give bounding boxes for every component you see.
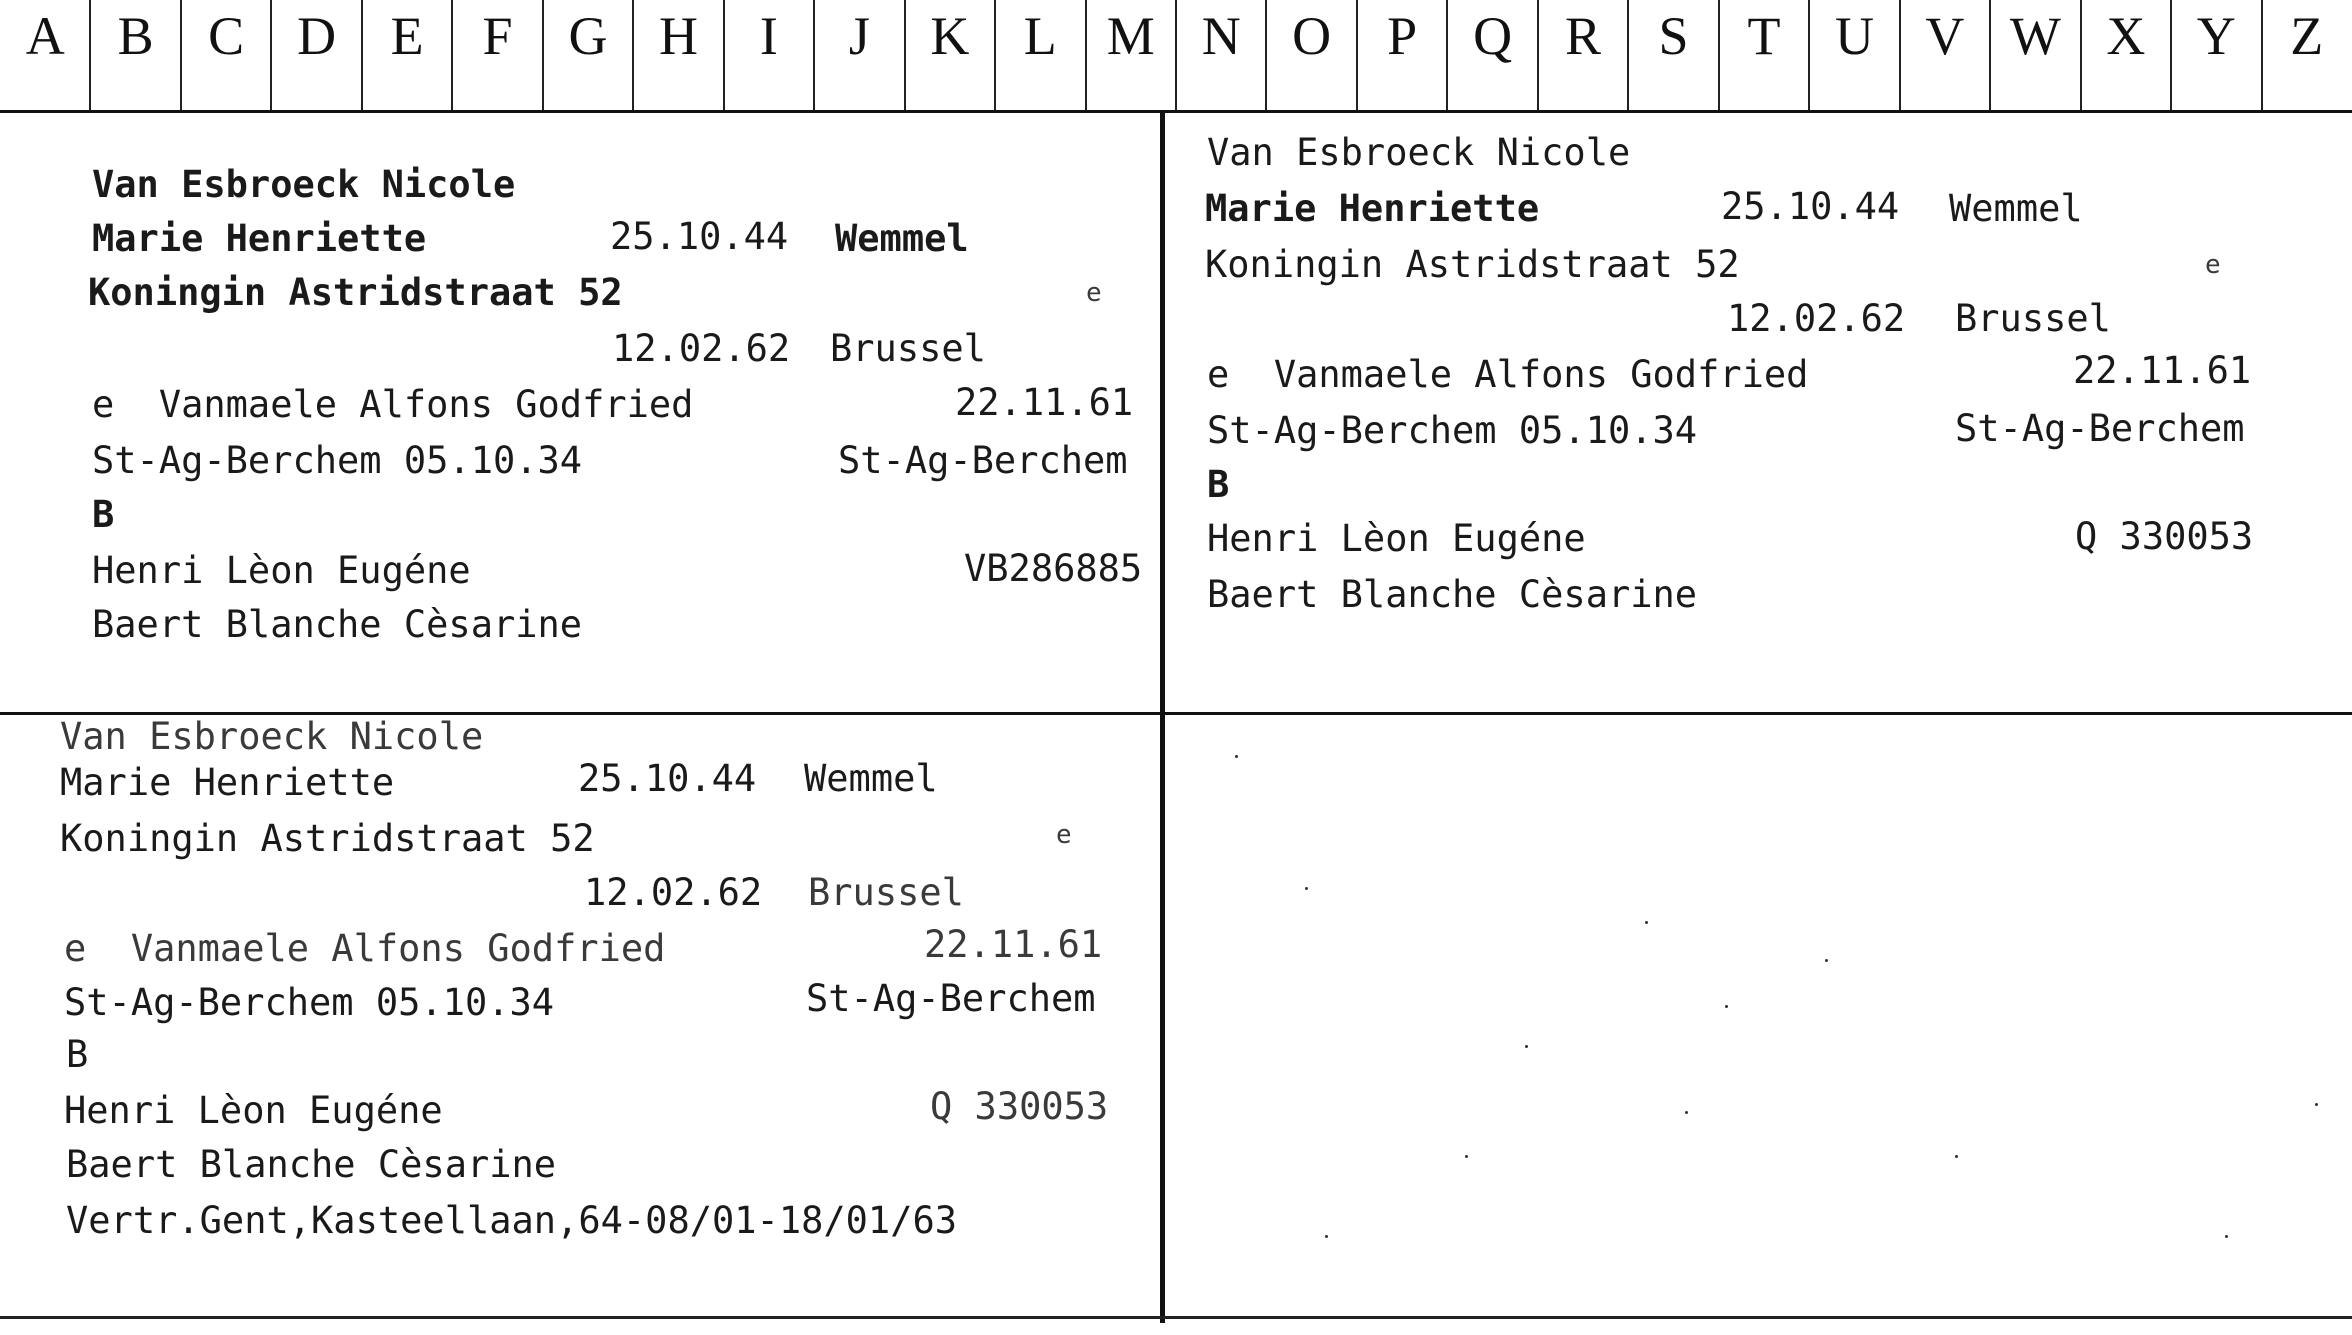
alphabet-letter-e: E <box>390 6 424 66</box>
card-birth-date: 25.10.44 <box>1721 185 1900 228</box>
card-spouse-birth: St-Ag-Berchem 05.10.34 <box>92 439 583 482</box>
card-registration-date: 12.02.62 <box>612 327 791 370</box>
record-card <box>0 715 1160 1315</box>
card-father: Henri Lèon Eugéne <box>1207 517 1586 560</box>
alphabet-divider <box>1718 0 1720 110</box>
bottom-rule <box>0 1316 2352 1319</box>
alphabet-divider <box>1265 0 1267 110</box>
alphabet-divider <box>1627 0 1629 110</box>
card-spouse-birth: St-Ag-Berchem 05.10.34 <box>1207 409 1698 452</box>
alphabet-divider <box>2170 0 2172 110</box>
alphabet-divider <box>1989 0 1991 110</box>
alphabet-letter-i: I <box>759 6 778 66</box>
card-birth-date: 25.10.44 <box>578 757 757 800</box>
card-given-names: Marie Henriette <box>1205 187 1540 230</box>
alphabet-divider <box>2080 0 2082 110</box>
card-code: B <box>92 493 115 536</box>
card-code: B <box>66 1033 89 1076</box>
card-mark: e <box>1056 820 1072 850</box>
card-name-line: Van Esbroeck Nicole <box>60 715 484 758</box>
alphabet-divider <box>451 0 453 110</box>
alphabet-letter-k: K <box>930 6 970 66</box>
alphabet-divider <box>1899 0 1901 110</box>
card-registration-place: Brussel <box>1955 297 2111 340</box>
card-spouse-birth: St-Ag-Berchem 05.10.34 <box>64 981 555 1024</box>
alphabet-letter-x: X <box>2106 6 2146 66</box>
card-spouse: e Vanmaele Alfons Godfried <box>1207 353 1809 396</box>
scan-speck <box>1325 1235 1328 1238</box>
card-registration-date: 12.02.62 <box>1727 297 1906 340</box>
card-reference: Q 330053 <box>930 1085 1109 1128</box>
alphabet-divider <box>89 0 91 110</box>
card-name-line: Van Esbroeck Nicole <box>1207 131 1631 174</box>
alphabet-letter-d: D <box>297 6 337 66</box>
card-code: B <box>1207 463 1230 506</box>
card-reference: VB286885 <box>964 547 1143 590</box>
card-birth-date: 25.10.44 <box>610 215 789 258</box>
card-address: Koningin Astridstraat 52 <box>88 271 623 314</box>
card-registration-date: 12.02.62 <box>584 871 763 914</box>
card-given-names: Marie Henriette <box>92 217 427 260</box>
scan-speck <box>1825 959 1828 962</box>
card-mark: e <box>1086 278 1102 308</box>
alphabet-letter-p: P <box>1387 6 1418 66</box>
alphabet-divider <box>1446 0 1448 110</box>
card-name-line: Van Esbroeck Nicole <box>92 163 516 206</box>
card-mother: Baert Blanche Cèsarine <box>66 1143 557 1186</box>
blank-card <box>1165 715 2352 1315</box>
alphabet-divider <box>1085 0 1087 110</box>
card-address: Koningin Astridstraat 52 <box>1205 243 1740 286</box>
scan-speck <box>1305 887 1308 890</box>
card-note: Vertr.Gent,Kasteellaan,64-08/01-18/01/63 <box>66 1199 958 1242</box>
record-card <box>0 113 1160 712</box>
scan-speck <box>1645 921 1648 924</box>
alphabet-divider <box>1537 0 1539 110</box>
card-mother: Baert Blanche Cèsarine <box>1207 573 1698 616</box>
alphabet-letter-l: L <box>1023 6 1057 66</box>
card-address: Koningin Astridstraat 52 <box>60 817 595 860</box>
alphabet-letter-r: R <box>1565 6 1602 66</box>
card-birth-place: Wemmel <box>804 757 938 800</box>
alphabet-divider <box>813 0 815 110</box>
alphabet-letter-u: U <box>1834 6 1874 66</box>
card-given-names: Marie Henriette <box>60 761 395 804</box>
card-marriage-date: 22.11.61 <box>924 923 1103 966</box>
record-card <box>1165 113 2352 712</box>
scan-speck <box>2225 1235 2228 1238</box>
card-spouse: e Vanmaele Alfons Godfried <box>92 383 694 426</box>
alphabet-letter-n: N <box>1201 6 1241 66</box>
card-spouse-birthplace: St-Ag-Berchem <box>806 977 1096 1020</box>
scan-speck <box>1725 1005 1728 1008</box>
alphabet-letter-s: S <box>1658 6 1689 66</box>
alphabet-divider <box>1356 0 1358 110</box>
card-spouse-birthplace: St-Ag-Berchem <box>1955 407 2245 450</box>
scan-speck <box>1685 1111 1688 1114</box>
card-birth-place: Wemmel <box>835 217 969 260</box>
card-marriage-date: 22.11.61 <box>2073 349 2252 392</box>
alphabet-letter-a: A <box>25 6 65 66</box>
alphabet-divider <box>1175 0 1177 110</box>
alphabet-letter-c: C <box>208 6 245 66</box>
alphabet-letter-m: M <box>1106 6 1155 66</box>
scan-speck <box>1235 755 1238 758</box>
alphabet-letter-f: F <box>482 6 513 66</box>
alphabet-divider <box>1808 0 1810 110</box>
card-spouse-birthplace: St-Ag-Berchem <box>838 439 1128 482</box>
card-mark: e <box>2205 250 2221 280</box>
alphabet-divider <box>361 0 363 110</box>
card-registration-place: Brussel <box>830 327 986 370</box>
scan-speck <box>1465 1155 1468 1158</box>
card-birth-place: Wemmel <box>1949 187 2083 230</box>
alphabet-divider <box>2261 0 2263 110</box>
card-spouse: e Vanmaele Alfons Godfried <box>64 927 666 970</box>
alphabet-letter-z: Z <box>2290 6 2324 66</box>
alphabet-letter-v: V <box>1925 6 1965 66</box>
alphabet-letter-t: T <box>1747 6 1781 66</box>
scan-speck <box>2315 1103 2318 1106</box>
card-father: Henri Lèon Eugéne <box>92 549 471 592</box>
scan-speck <box>1525 1045 1528 1048</box>
alphabet-letter-y: Y <box>2196 6 2236 66</box>
alphabet-divider <box>904 0 906 110</box>
card-father: Henri Lèon Eugéne <box>64 1089 443 1132</box>
alphabet-letter-b: B <box>117 6 154 66</box>
alphabet-divider <box>542 0 544 110</box>
alphabet-index-strip <box>0 0 2352 113</box>
card-marriage-date: 22.11.61 <box>955 381 1134 424</box>
scan-speck <box>1955 1155 1958 1158</box>
alphabet-divider <box>723 0 725 110</box>
alphabet-letter-h: H <box>658 6 698 66</box>
card-registration-place: Brussel <box>808 871 964 914</box>
alphabet-letter-j: J <box>848 6 870 66</box>
alphabet-letter-o: O <box>1292 6 1332 66</box>
alphabet-divider <box>632 0 634 110</box>
alphabet-letter-w: W <box>2009 6 2061 66</box>
alphabet-letter-g: G <box>568 6 608 66</box>
alphabet-divider <box>270 0 272 110</box>
card-mother: Baert Blanche Cèsarine <box>92 603 583 646</box>
alphabet-letter-q: Q <box>1473 6 1513 66</box>
alphabet-divider <box>180 0 182 110</box>
alphabet-divider <box>994 0 996 110</box>
card-reference: Q 330053 <box>2075 515 2254 558</box>
